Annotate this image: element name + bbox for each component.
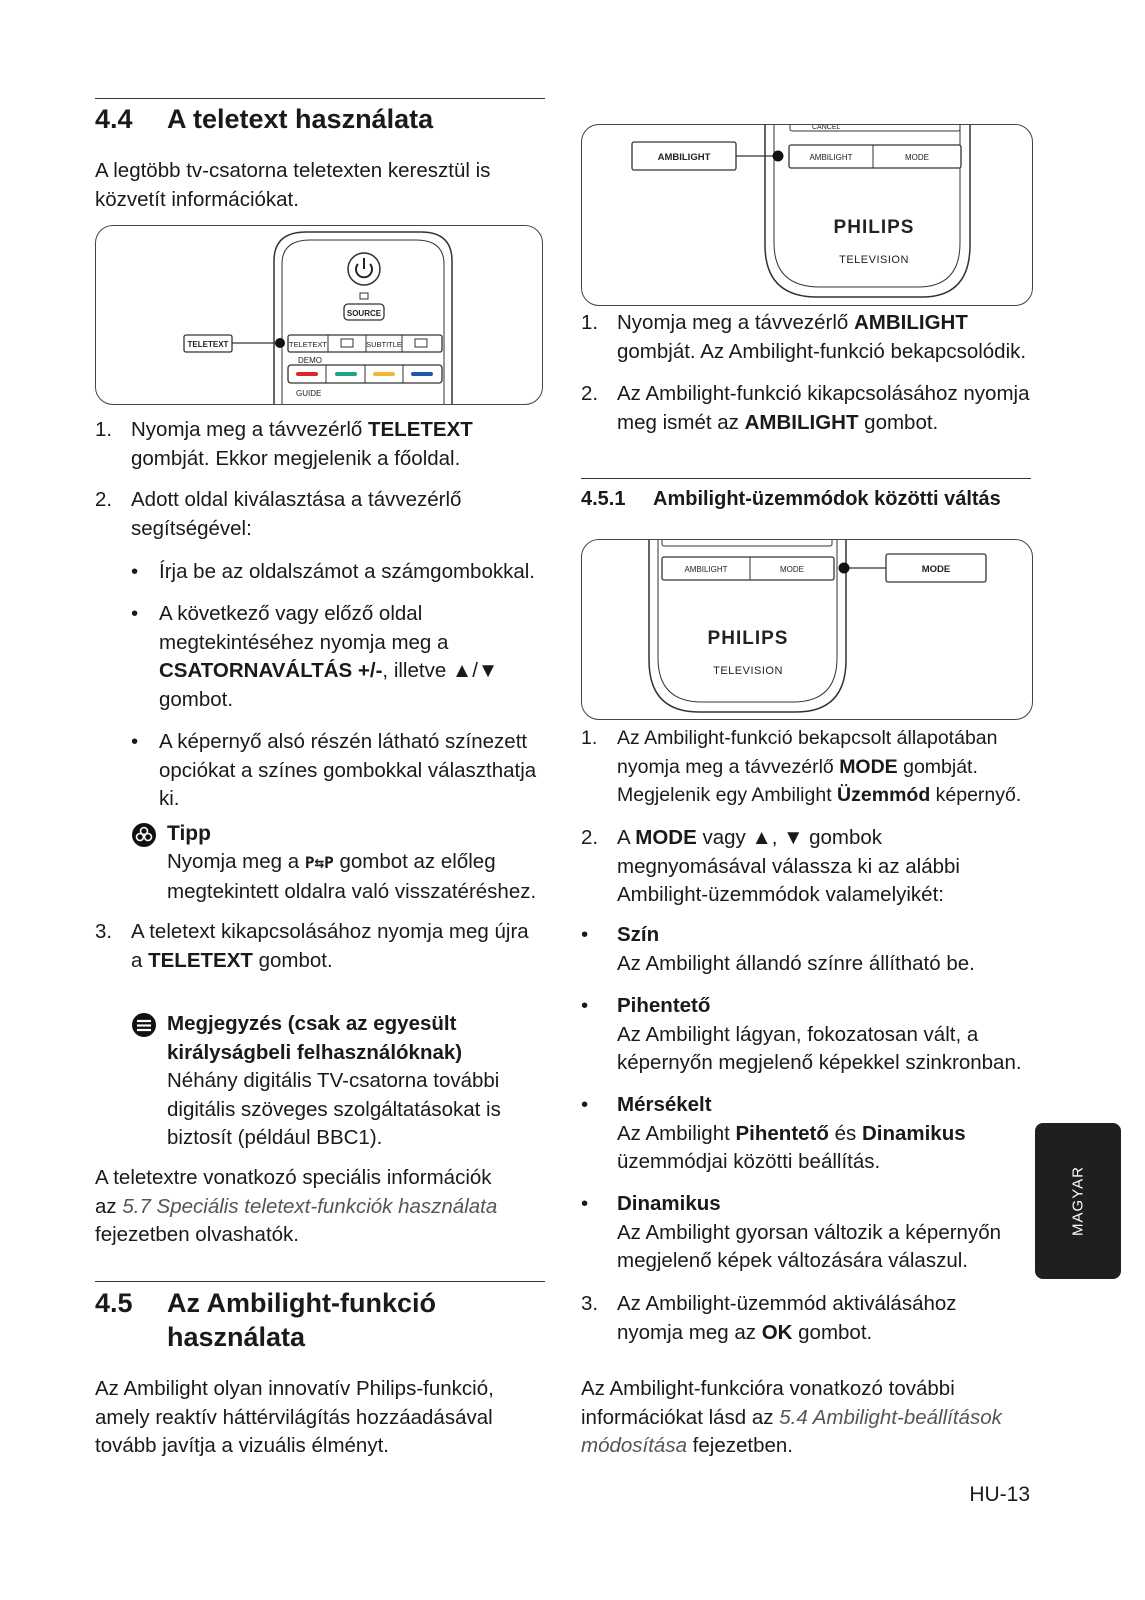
button-name: TELETEXT <box>148 948 253 972</box>
guide-label: GUIDE <box>296 389 322 398</box>
subsection-rule <box>581 478 1031 479</box>
tip-text: gombot az előleg <box>333 850 496 873</box>
mode-description: üzemmódjai közötti beállítás. <box>617 1150 881 1173</box>
step-text: Az Ambilight-funkció kikapcsolásához nyomja <box>617 382 1030 405</box>
bullet-text: A következő vagy előző oldal megtekintéséhez nyomja meg a <box>159 602 449 654</box>
button-name: CSATORNAVÁLTÁS +/- <box>159 659 383 682</box>
button-name: AMBILIGHT <box>744 410 859 434</box>
pp-key: P⇆P <box>304 853 334 872</box>
step-text: Adott oldal kiválasztása a távvezérlő segítségével: <box>131 488 462 540</box>
step-number: 1. <box>581 727 598 749</box>
brand-logo: PHILIPS <box>707 628 789 649</box>
step-text: Az Ambilight-üzemmód aktiválásához nyomja meg az <box>617 1292 957 1344</box>
bullet-text: gombot. <box>159 687 234 711</box>
chapter-reference: 5.4 Ambilight-beállítások módosítása <box>581 1405 1002 1457</box>
mode-description: Az Ambilight lágyan, fokozatosan vált, a képernyőn megjelenő képekkel szinkronban. <box>617 1022 1022 1074</box>
mode-name: Dinamikus <box>861 1121 966 1145</box>
brand-subtitle: TELEVISION <box>713 665 783 677</box>
mode-description: Az Ambilight <box>617 1121 736 1145</box>
teletext-remote-figure <box>95 225 543 405</box>
bullet-mark: • <box>131 602 139 625</box>
subsection-title: Ambilight-üzemmódok közötti váltás <box>653 488 1001 510</box>
step-text: gombot. <box>252 948 333 972</box>
section-heading-4-4 <box>95 102 545 136</box>
ref-text: fejezetben. <box>686 1434 793 1457</box>
step-text: meg ismét az <box>617 410 745 434</box>
chapter-reference: 5.7 Speciális teletext-funkciók használata <box>122 1194 498 1218</box>
button-name: TELETEXT <box>367 418 473 441</box>
step-text: A <box>617 826 636 849</box>
step-text: vagy ▲, ▼ gombok megnyomásával válassza ki az alábbi Ambilight-üzemmódok valamelyikét: <box>617 826 960 906</box>
mode-title: Pihentető <box>617 994 711 1017</box>
ambilight-remote-figure <box>581 124 1033 306</box>
teletext-button-label: TELETEXT <box>289 340 327 349</box>
section-rule <box>95 1281 545 1282</box>
mode-name: Pihentető <box>735 1121 829 1145</box>
brand-logo: PHILIPS <box>833 217 915 238</box>
remote-illustration <box>96 226 542 404</box>
section-title: használata <box>167 1322 306 1352</box>
screen-name: Üzemmód <box>837 784 931 806</box>
bullet-text: Írja be az oldalszámot a számgombokkal. <box>159 560 536 583</box>
section-title: Az Ambilight-funkció <box>167 1288 436 1318</box>
step-text: gombját. Az Ambilight-funkció bekapcsolódik. <box>617 339 1027 363</box>
ref-text: A teletextre vonatkozó speciális információk <box>95 1166 492 1189</box>
ambilight-button-label: AMBILIGHT <box>809 153 853 162</box>
step-text: Az Ambilight-funkció bekapcsolt állapotában nyomja meg a távvezérlő <box>617 727 998 778</box>
ambilight-callout: AMBILIGHT <box>657 152 711 163</box>
language-label: MAGYAR <box>1069 1166 1087 1236</box>
button-name: OK <box>761 1320 793 1344</box>
section-number: 4.5 <box>95 1288 133 1318</box>
language-tab <box>1035 1123 1121 1279</box>
ambilight-reference <box>581 1375 1011 1461</box>
ambilight-intro: Az Ambilight olyan innovatív Philips-funkció, amely reaktív háttérvilágítás hozzáadásával tovább javítja a vizuális élményt. <box>95 1377 494 1457</box>
source-button-label: SOURCE <box>346 309 382 318</box>
step-text: Nyomja meg a távvezérlő <box>617 311 854 334</box>
remote-illustration <box>582 125 1032 305</box>
ambilight-button-label: AMBILIGHT <box>684 565 728 574</box>
step-text: A teletext kikapcsolásához nyomja meg újra <box>131 920 529 943</box>
mode-title: Szín <box>617 923 660 946</box>
bullet-text: , illetve ▲/▼ <box>382 659 499 682</box>
mode-callout: MODE <box>921 564 951 575</box>
tip-title: Tipp <box>167 822 211 845</box>
bullet-mark: • <box>581 994 589 1017</box>
step-number: 3. <box>95 920 113 943</box>
step-number: 2. <box>95 488 113 511</box>
subsection-heading-4-5-1 <box>581 488 1041 511</box>
button-name: MODE <box>635 826 697 849</box>
step-number: 1. <box>581 311 599 334</box>
mode-button-label: MODE <box>905 153 929 162</box>
remote-illustration <box>582 540 1032 719</box>
subsection-number: 4.5.1 <box>581 488 626 510</box>
button-name: AMBILIGHT <box>853 311 968 334</box>
bullet-mark: • <box>581 1093 589 1116</box>
bullet-mark: • <box>131 560 139 583</box>
mode-description: Az Ambilight gyorsan változik a képernyőn megjelenő képek változására válaszul. <box>617 1220 1002 1272</box>
step-text: Nyomja meg a távvezérlő <box>131 418 368 441</box>
button-name: MODE <box>839 755 898 778</box>
tip-icon <box>131 822 157 848</box>
step-text: gombját. Ekkor megjelenik a főoldal. <box>131 446 461 470</box>
step-number: 3. <box>581 1292 599 1315</box>
mode-description: Az Ambilight állandó színre állítható be. <box>617 951 975 975</box>
bullet-text: A képernyő alsó részén látható színezett opciókat a színes gombokkal választhatja ki. <box>159 730 537 810</box>
section-rule <box>95 98 545 99</box>
subtitle-button-label: SUBTITLE <box>366 340 402 349</box>
step-number: 2. <box>581 826 599 849</box>
teletext-reference <box>95 1164 545 1250</box>
demo-label: DEMO <box>298 356 322 365</box>
intro-paragraph: A legtöbb tv-csatorna teletexten keresztül is közvetít információkat. <box>95 159 491 211</box>
note-icon <box>131 1012 157 1038</box>
bullet-mark: • <box>131 730 139 753</box>
note-title: királyságbeli felhasználóknak) <box>167 1040 463 1064</box>
mode-title: Mérsékelt <box>617 1093 712 1116</box>
tip-text: megtekintett oldalra való visszatéréshez. <box>167 879 537 903</box>
section-heading-4-5 <box>95 1286 545 1354</box>
ref-text: az <box>95 1194 123 1218</box>
mode-description: és <box>828 1121 862 1145</box>
note-title: Megjegyzés (csak az egyesült <box>167 1012 457 1035</box>
mode-button-label: MODE <box>780 565 804 574</box>
step-text: képernyő. <box>930 784 1022 806</box>
teletext-callout: TELETEXT <box>187 340 229 349</box>
step-number: 1. <box>95 418 113 441</box>
mode-remote-figure <box>581 539 1033 720</box>
ref-text: Az Ambilight-funkcióra vonatkozó további információkat lásd az <box>581 1377 955 1429</box>
section-title: A teletext használata <box>167 104 434 134</box>
step-text: gombot. <box>792 1320 873 1344</box>
ref-text: fejezetben olvashatók. <box>95 1223 299 1246</box>
step-number: 2. <box>581 382 599 405</box>
step-text: gombját. Megjelenik egy Ambilight <box>617 755 978 806</box>
page-number: HU-13 <box>969 1483 1030 1506</box>
tip-text: Nyomja meg a <box>167 850 305 873</box>
cancel-button-label: CANCEL <box>812 125 841 131</box>
brand-subtitle: TELEVISION <box>839 254 909 266</box>
mode-title: Dinamikus <box>617 1192 721 1215</box>
bullet-mark: • <box>581 1192 589 1215</box>
bullet-mark: • <box>581 923 589 946</box>
step-text: gombot. <box>858 410 939 434</box>
note-text: Néhány digitális TV-csatorna további digitális szöveges szolgáltatásokat is biztosít (például BBC1). <box>167 1069 501 1149</box>
section-number: 4.4 <box>95 104 133 134</box>
step-text: a <box>131 948 149 972</box>
